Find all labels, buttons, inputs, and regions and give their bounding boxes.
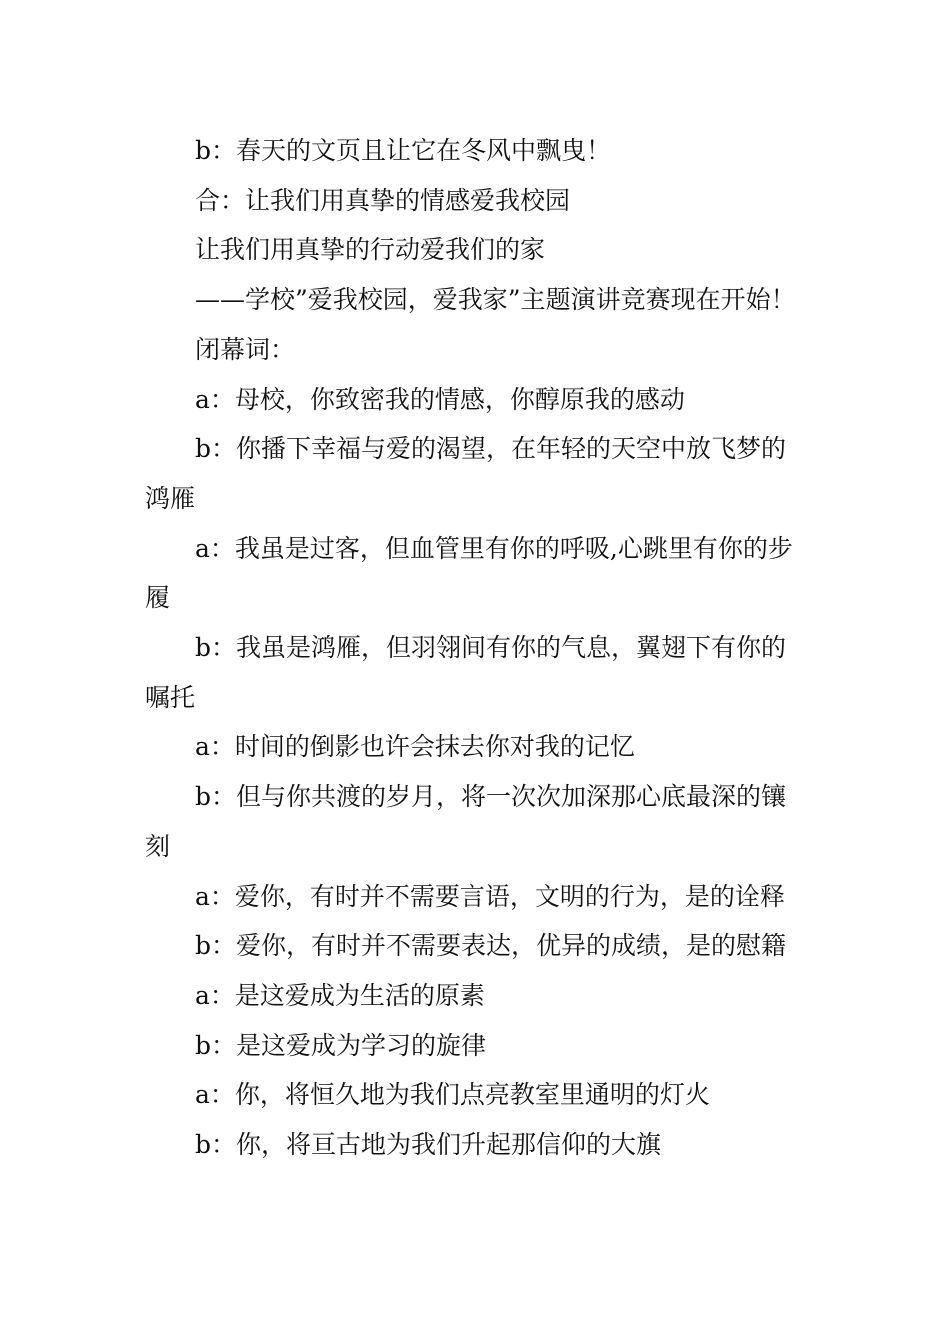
paragraph: ——学校”爱我校园，爱我家”主题演讲竞赛现在开始！ [195,285,796,315]
paragraph: a：时间的倒影也许会抹去你对我的记忆 [195,732,635,762]
paragraph: a：爱你，有时并不需要言语，文明的行为，是的诠释 [195,881,785,911]
paragraph: b：你，将亘古地为我们升起那信仰的大旗 [195,1130,662,1160]
document-body [145,126,810,1170]
paragraph: 让我们用真挚的行动爱我们的家 [195,235,546,265]
paragraph: 闭幕词： [195,334,296,364]
paragraph: b：是这爱成为学习的旋律 [195,1030,487,1060]
paragraph: b：爱你，有时并不需要表达，优异的成绩，是的慰籍 [195,931,787,961]
paragraph: b：你播下幸福与爱的渴望，在年轻的天空中放飞梦的鸿雁 [145,434,787,513]
paragraph: a：是这爱成为生活的原素 [195,980,485,1010]
paragraph: a：你，将恒久地为我们点亮教室里通明的灯火 [195,1080,710,1110]
paragraph: b：但与你共渡的岁月，将一次次加深那心底最深的镶刻 [145,782,787,861]
paragraph: a：我虽是过客，但血管里有你的呼吸,心跳里有你的步履 [145,533,793,613]
paragraph: a：母校，你致密我的情感，你醇原我的感动 [195,384,685,414]
paragraph: 合：让我们用真挚的情感爱我校园 [195,185,571,215]
paragraph: b：春天的文页且让它在冬风中飘曳！ [195,136,612,165]
paragraph: b：我虽是鸿雁，但羽翎间有你的气息，翼翅下有你的嘱托 [145,633,787,712]
